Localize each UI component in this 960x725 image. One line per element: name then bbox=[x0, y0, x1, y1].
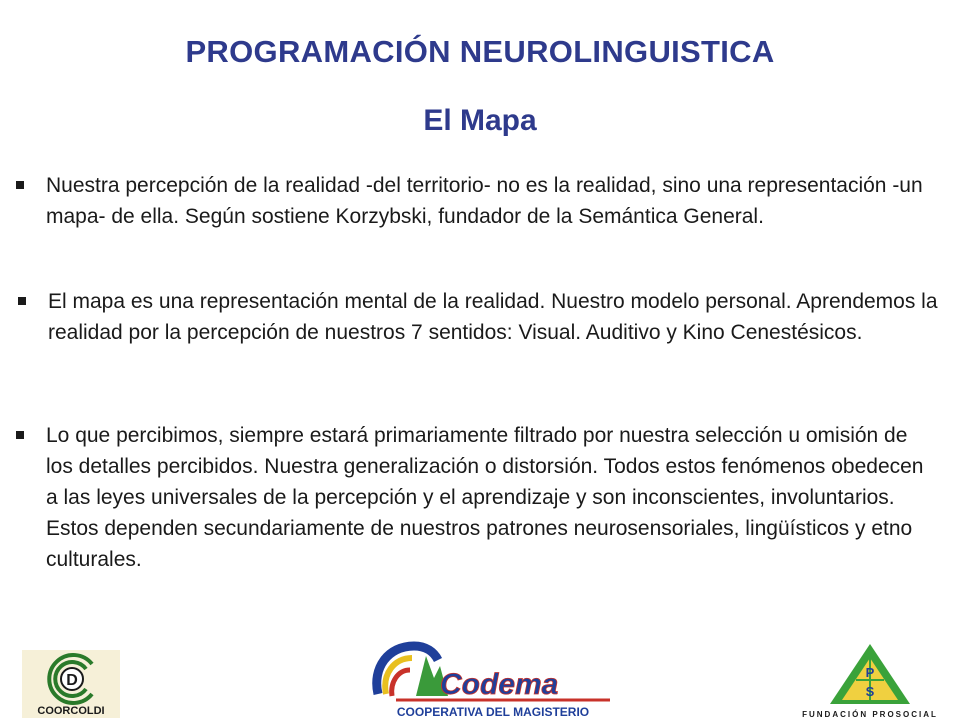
fundacion-letter-bottom: S bbox=[865, 684, 875, 699]
bullet-item bbox=[46, 420, 926, 575]
bullet-square-icon bbox=[16, 181, 24, 189]
bullet-text: El mapa es una representación mental de la realidad. Nuestro modelo personal. Aprendemos la realidad por la percepción de nuestros 7 sentidos: Visual. Auditivo y Kino Cenestésicos. bbox=[48, 290, 938, 344]
bullet-square-icon bbox=[18, 297, 26, 305]
coorcoldi-letter: D bbox=[66, 672, 78, 689]
codema-emblem-icon bbox=[368, 638, 618, 720]
coorcoldi-name: COORCOLDI bbox=[37, 705, 105, 717]
codema-logo bbox=[368, 638, 618, 720]
slide-subtitle: El Mapa bbox=[423, 104, 537, 137]
codema-tagline: COOPERATIVA DEL MAGISTERIO bbox=[396, 705, 590, 719]
fundacion-letter-top: P bbox=[865, 665, 875, 680]
bullet-square-icon bbox=[16, 431, 24, 439]
bullet-item bbox=[48, 286, 953, 348]
coorcoldi-logo bbox=[22, 650, 120, 718]
coorcoldi-emblem-icon bbox=[22, 650, 120, 718]
bullet-text: Nuestra percepción de la realidad -del territorio- no es la realidad, sino una representación -un mapa- de ella. Según sostiene Korzybski, fundador de la Semántica General. bbox=[46, 174, 923, 228]
fundacion-name: FUNDACIÓN PROSOCIAL bbox=[802, 710, 938, 719]
bullet-text: Lo que percibimos, siempre estará primariamente filtrado por nuestra selección u omisión de los detalles percibidos. Nuestra generalización o distorsión. Todos estos fenómenos obedecen a las leyes universales de la percepción y el aprendizaje y son inconscientes, involuntarios. Estos dependen secundariamente de nuestros patrones neurosensoriales, lingüísticos y etno culturales. bbox=[46, 424, 924, 571]
codema-wordmark: Codema bbox=[440, 668, 559, 701]
fundacion-prosocial-logo bbox=[798, 640, 943, 720]
slide-title: PROGRAMACIÓN NEUROLINGUISTICA bbox=[185, 34, 775, 69]
bullet-item bbox=[46, 170, 951, 232]
fundacion-triangle-icon bbox=[798, 640, 943, 720]
